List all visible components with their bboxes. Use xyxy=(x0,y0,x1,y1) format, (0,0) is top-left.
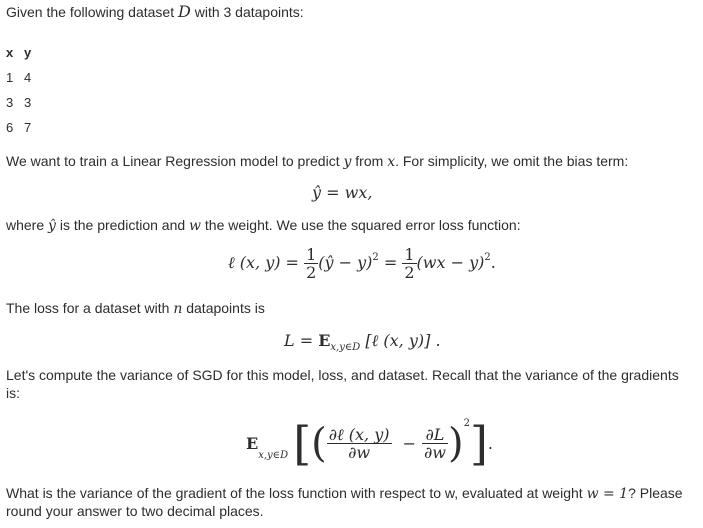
math-x: x xyxy=(387,154,396,170)
fraction-half xyxy=(402,246,416,281)
eq2-sup: 2 xyxy=(484,252,491,263)
right-paren: ) xyxy=(447,420,464,467)
eq4-end: . xyxy=(487,434,493,453)
table-cell: 3 xyxy=(6,95,14,110)
text: where xyxy=(6,217,45,233)
left-paren: ( xyxy=(311,420,327,467)
eq3-lhs: L = xyxy=(284,331,314,350)
eq3-sub: x,y∈D xyxy=(330,342,361,353)
math-yhat: ŷ xyxy=(48,218,56,234)
frac-num: 1 xyxy=(306,245,317,264)
frac-num: ∂ℓ (x, y) xyxy=(328,425,390,444)
paragraph-question-line2: round your answer to two decimal places. xyxy=(6,503,264,519)
text: from xyxy=(355,153,384,169)
text: ? Please xyxy=(628,485,683,501)
paragraph-model xyxy=(6,152,628,171)
fraction-dl-dw xyxy=(327,426,392,461)
text: The loss for a dataset with xyxy=(6,300,170,316)
table-cell: 7 xyxy=(24,120,32,135)
paragraph-loss-intro xyxy=(6,216,521,235)
frac-num: 1 xyxy=(404,245,415,264)
paragraph-variance-line2: is: xyxy=(6,385,20,401)
text: What is the variance of the gradient of the loss function with respect to w, evaluated at weight xyxy=(6,485,583,501)
table-cell: 4 xyxy=(24,70,32,85)
text: . For simplicity, we omit the bias term: xyxy=(395,153,629,169)
text: the weight. We use the squared error loss function: xyxy=(204,217,521,233)
frac-den: ∂w xyxy=(424,443,446,462)
right-bracket: ] xyxy=(469,416,488,471)
intro-before: Given the following dataset xyxy=(6,4,175,20)
eq2-end: . xyxy=(490,253,496,272)
math-y: y xyxy=(343,154,352,170)
intro-text xyxy=(6,3,304,21)
eq2-mid: (ŷ − y) xyxy=(318,253,373,272)
fraction-dL-dw xyxy=(422,426,448,461)
frac-num: ∂L xyxy=(422,426,448,444)
frac-den: ∂w xyxy=(348,443,371,462)
intro-after: with 3 datapoints: xyxy=(194,4,304,20)
eq4-sup: 2 xyxy=(463,418,470,429)
table-header-x: x xyxy=(6,45,14,60)
eq2-equals: = xyxy=(383,253,398,272)
eq2-rhs: (wx − y) xyxy=(416,253,485,272)
equation-prediction: ŷ = wx, xyxy=(312,183,373,202)
table-cell: 3 xyxy=(24,95,32,110)
math-n: n xyxy=(173,301,183,317)
table-cell: 6 xyxy=(6,120,14,135)
left-bracket: [ xyxy=(293,416,312,471)
eq2-lhs: ℓ (x, y) = xyxy=(228,253,299,272)
math-w: w xyxy=(189,218,202,234)
text: We want to train a Linear Regression model to predict xyxy=(6,153,340,169)
eq4-sub: x,y∈D xyxy=(258,450,289,461)
equation-dataset-loss xyxy=(284,331,441,353)
expectation-symbol: E xyxy=(246,434,259,453)
equation-variance xyxy=(246,416,493,471)
text: is the prediction and xyxy=(59,217,186,233)
table-header-y: y xyxy=(24,45,32,60)
dataset-symbol: D xyxy=(178,2,191,21)
paragraph-question-line1 xyxy=(6,484,683,503)
equation-loss-function xyxy=(228,246,496,281)
frac-den: 2 xyxy=(404,263,415,282)
frac-den: 2 xyxy=(306,263,317,282)
expectation-symbol: E xyxy=(318,331,331,350)
table-cell: 1 xyxy=(6,70,14,85)
minus-sign: − xyxy=(402,434,416,453)
paragraph-dataset-loss xyxy=(6,299,265,318)
paragraph-variance-line1: Let's compute the variance of SGD for this model, loss, and dataset. Recall that the variance of the gradients xyxy=(6,367,679,383)
eq3-body: [ℓ (x, y)] . xyxy=(365,331,441,350)
math-w-equals-1: w = 1 xyxy=(586,486,629,502)
eq2-sup: 2 xyxy=(372,252,379,263)
fraction-half xyxy=(304,246,318,281)
text: datapoints is xyxy=(186,300,265,316)
